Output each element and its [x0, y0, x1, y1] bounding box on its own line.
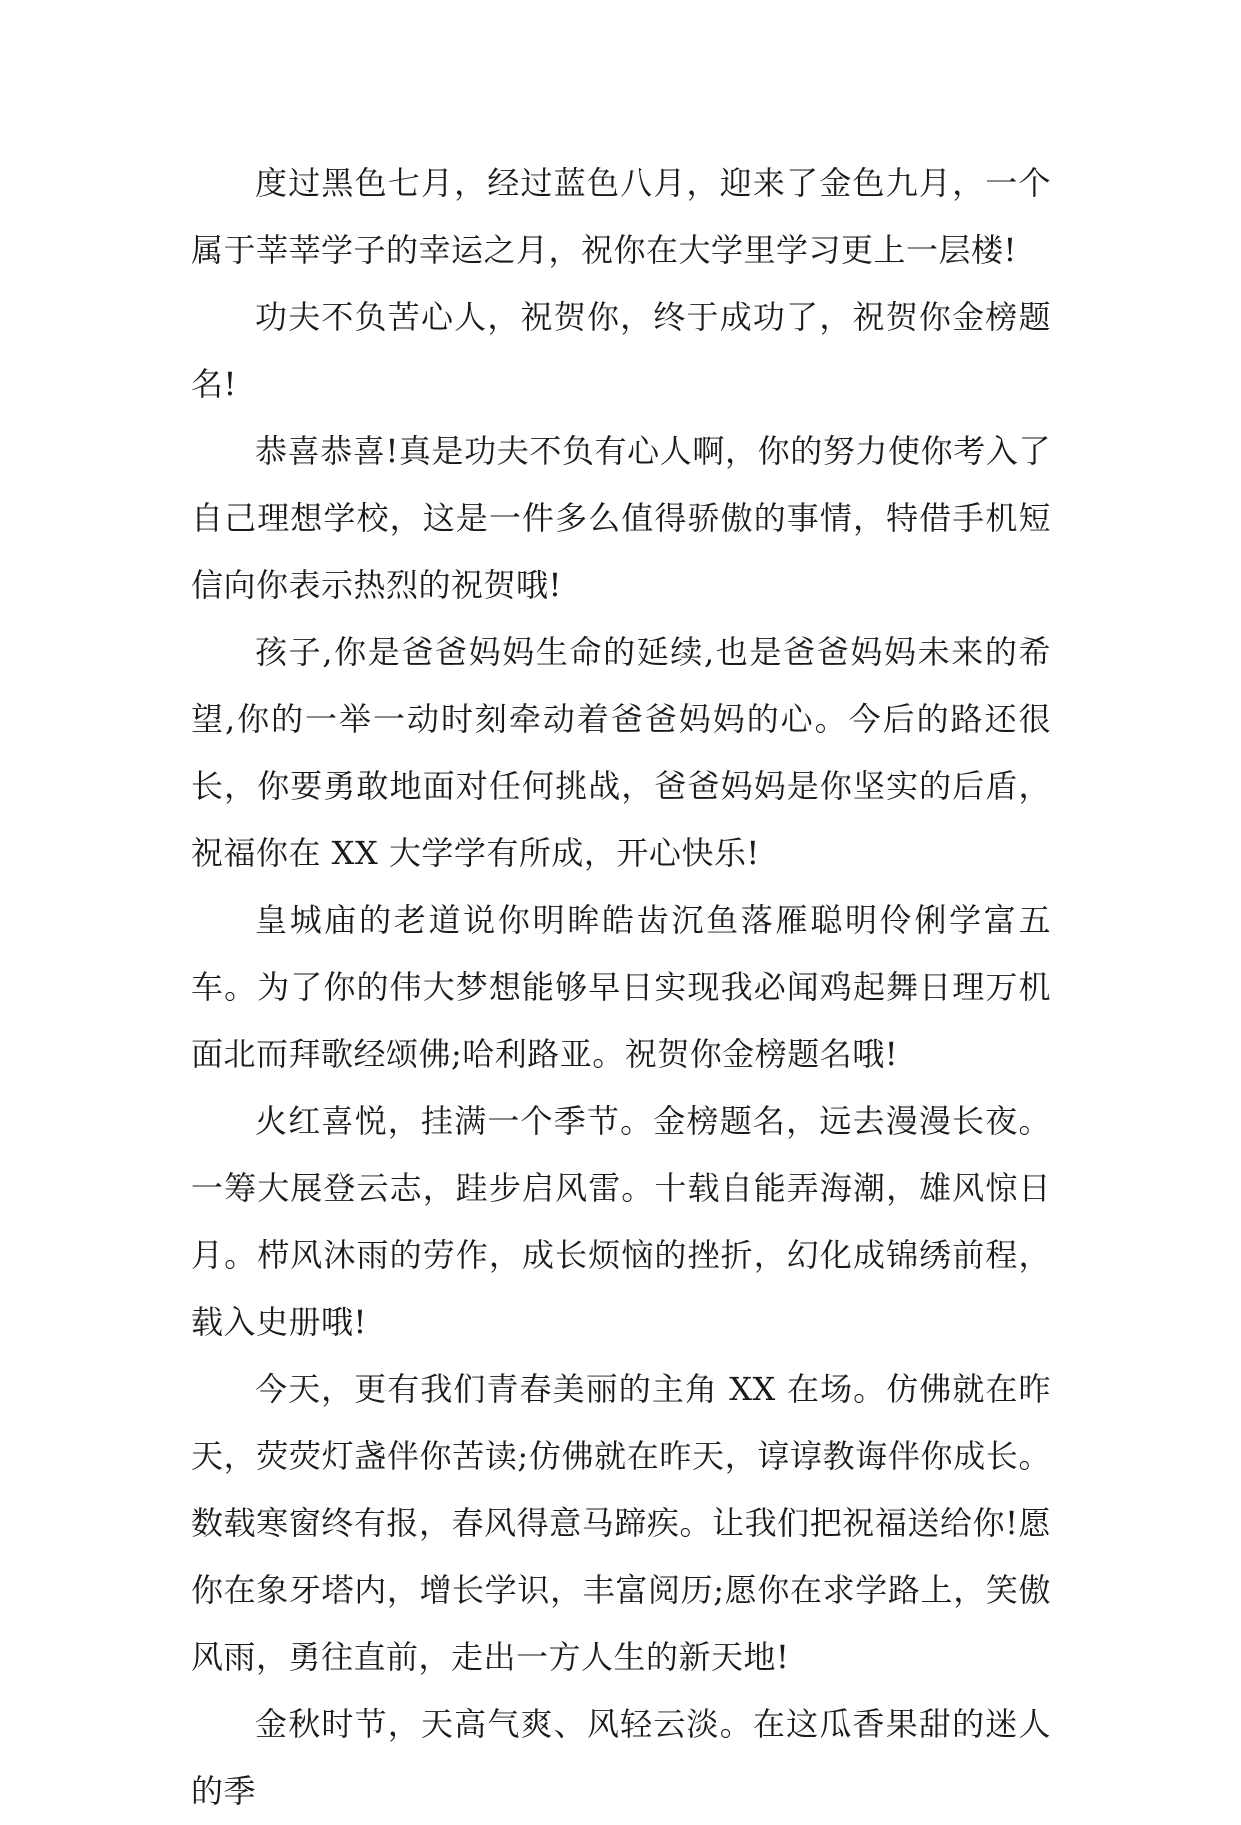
paragraph-2: 功夫不负苦心人，祝贺你，终于成功了，祝贺你金榜题名! [191, 298, 1051, 403]
paragraph-6: 火红喜悦，挂满一个季节。金榜题名，远去漫漫长夜。一筹大展登云志，跬步启风雷。十载自能弄海潮，雄风惊日月。栉风沐雨的劳作，成长烦恼的挫折，幻化成锦绣前程，载入史册哦! [191, 1102, 1051, 1341]
paragraph-1: 度过黑色七月，经过蓝色八月，迎来了金色九月，一个属于莘莘学子的幸运之月，祝你在大学里学习更上一层楼! [191, 164, 1051, 269]
paragraph-4: 孩子,你是爸爸妈妈生命的延续,也是爸爸妈妈未来的希望,你的一举一动时刻牵动着爸爸妈妈的心。今后的路还很长，你要勇敢地面对任何挑战，爸爸妈妈是你坚实的后盾，祝福你在 XX 大学学有所成，开心快乐! [191, 633, 1051, 872]
paragraph-5: 皇城庙的老道说你明眸皓齿沉鱼落雁聪明伶俐学富五车。为了你的伟大梦想能够早日实现我必闻鸡起舞日理万机面北而拜歌经颂佛;哈利路亚。祝贺你金榜题名哦! [191, 901, 1051, 1073]
document-body [191, 150, 1051, 1825]
paragraph-7: 今天，更有我们青春美丽的主角 XX 在场。仿佛就在昨天，荧荧灯盏伴你苦读;仿佛就在昨天，谆谆教诲伴你成长。数载寒窗终有报，春风得意马蹄疾。让我们把祝福送给你!愿你在象牙塔内，增长学识，丰富阅历;愿你在求学路上，笑傲风雨，勇往直前，走出一方人生的新天地! [191, 1370, 1051, 1676]
paragraph-8: 金秋时节，天高气爽、风轻云淡。在这瓜香果甜的迷人的季 [191, 1705, 1051, 1810]
paragraph-3: 恭喜恭喜!真是功夫不负有心人啊，你的努力使你考入了自己理想学校，这是一件多么值得骄傲的事情，特借手机短信向你表示热烈的祝贺哦! [191, 432, 1051, 604]
